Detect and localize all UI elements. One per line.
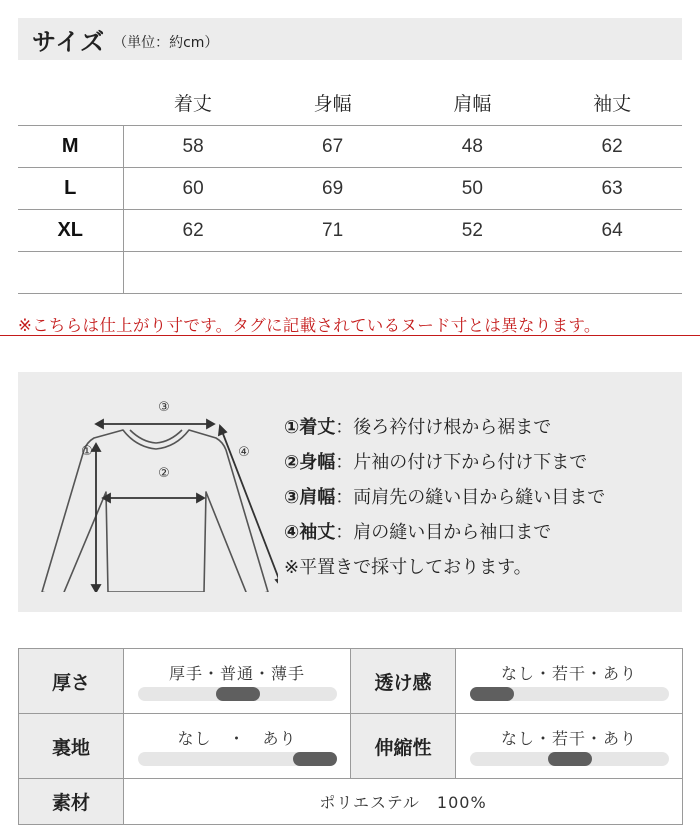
scale-indicator — [216, 687, 260, 701]
marker-label: ② — [158, 466, 170, 481]
measure-body-width — [284, 445, 605, 480]
table-cell: 52 — [403, 210, 543, 252]
arrow-head — [96, 420, 103, 428]
scale-options: なし ・ あり — [177, 729, 297, 748]
size-header — [18, 18, 682, 60]
table-cell: 60 — [123, 168, 263, 210]
shirt-diagram — [38, 392, 278, 592]
scale-options: なし・若干・あり — [500, 729, 637, 748]
table-row — [18, 168, 682, 210]
column-header: 身幅 — [263, 80, 403, 126]
scale-track — [138, 687, 337, 701]
table-cell: 71 — [263, 210, 403, 252]
empty-cell — [263, 252, 403, 294]
measure-label: ③肩幅 — [284, 487, 336, 508]
spec-label: 透け感 — [351, 649, 456, 714]
note-underline — [0, 335, 700, 336]
scale-track — [470, 687, 669, 701]
page-title: サイズ — [32, 27, 106, 56]
size-table-header — [18, 80, 682, 126]
table-cell: 63 — [542, 168, 682, 210]
measure-footnote: ※平置きで採寸しております。 — [284, 557, 532, 578]
spec-label: 裏地 — [19, 714, 124, 779]
empty-cell — [403, 252, 543, 294]
scale-options: なし・若干・あり — [500, 664, 637, 683]
measure-label: ④袖丈 — [284, 522, 336, 543]
spec-label: 伸縮性 — [351, 714, 456, 779]
arrow-head — [276, 578, 278, 587]
finished-size-note: ※こちらは仕上がり寸です。タグに記載されているヌード寸とは異なります。 — [18, 316, 601, 335]
spec-scale-cell — [124, 714, 351, 779]
measure-shoulder — [284, 480, 605, 515]
table-row — [18, 126, 682, 168]
unit-label: （単位：約cm） — [113, 35, 219, 51]
spec-label: 厚さ — [19, 649, 124, 714]
spec-scale-cell — [456, 649, 683, 714]
table-cell: 67 — [263, 126, 403, 168]
arrow-head — [92, 585, 100, 592]
column-header: 肩幅 — [403, 80, 543, 126]
measure-desc: ：肩の縫い目から袖口まで — [335, 522, 552, 543]
measure-label: ①着丈 — [284, 417, 336, 438]
scale-options: 厚手・普通・薄手 — [168, 664, 305, 683]
row-size-label: XL — [18, 210, 123, 252]
row-size-label: L — [18, 168, 123, 210]
table-cell: 50 — [403, 168, 543, 210]
spec-row — [19, 649, 683, 714]
scale-track — [470, 752, 669, 766]
empty-cell — [18, 252, 123, 294]
spec-label: 素材 — [19, 779, 124, 825]
measure-sleeve — [284, 515, 605, 550]
marker-label: ④ — [238, 445, 250, 460]
measure-desc: ：両肩先の縫い目から縫い目まで — [335, 487, 606, 508]
table-cell: 58 — [123, 126, 263, 168]
marker-label: ③ — [158, 400, 170, 415]
empty-cell — [542, 252, 682, 294]
column-header: 着丈 — [123, 80, 263, 126]
shirt-outline — [42, 430, 268, 592]
arrow-head — [219, 426, 226, 435]
table-cell: 62 — [542, 126, 682, 168]
scale-track — [138, 752, 337, 766]
arrow-head — [207, 420, 214, 428]
column-header: 袖丈 — [542, 80, 682, 126]
measurement-guide — [18, 372, 682, 612]
scale-indicator — [293, 752, 337, 766]
measure-length — [284, 410, 605, 445]
table-row-empty — [18, 252, 682, 294]
measure-label: ②身幅 — [284, 452, 336, 473]
material-value: ポリエステル 100% — [124, 779, 683, 825]
marker-label: ① — [81, 444, 93, 459]
table-cell: 48 — [403, 126, 543, 168]
measure-desc: ：片袖の付け下から付け下まで — [335, 452, 588, 473]
spec-table — [18, 648, 683, 825]
table-row — [18, 210, 682, 252]
size-table — [18, 80, 682, 294]
scale-indicator — [470, 687, 514, 701]
table-cell: 62 — [123, 210, 263, 252]
spec-row — [19, 779, 683, 825]
scale-indicator — [548, 752, 592, 766]
spec-row — [19, 714, 683, 779]
spec-scale-cell — [456, 714, 683, 779]
arrow-head — [92, 444, 100, 451]
table-cell: 64 — [542, 210, 682, 252]
measure-desc: ：後ろ衿付け根から裾まで — [335, 417, 552, 438]
spec-scale-cell — [124, 649, 351, 714]
empty-cell — [123, 252, 263, 294]
row-size-label: M — [18, 126, 123, 168]
corner-cell — [18, 80, 123, 126]
table-cell: 69 — [263, 168, 403, 210]
measurement-list — [284, 410, 605, 585]
arrow-head — [197, 494, 204, 502]
